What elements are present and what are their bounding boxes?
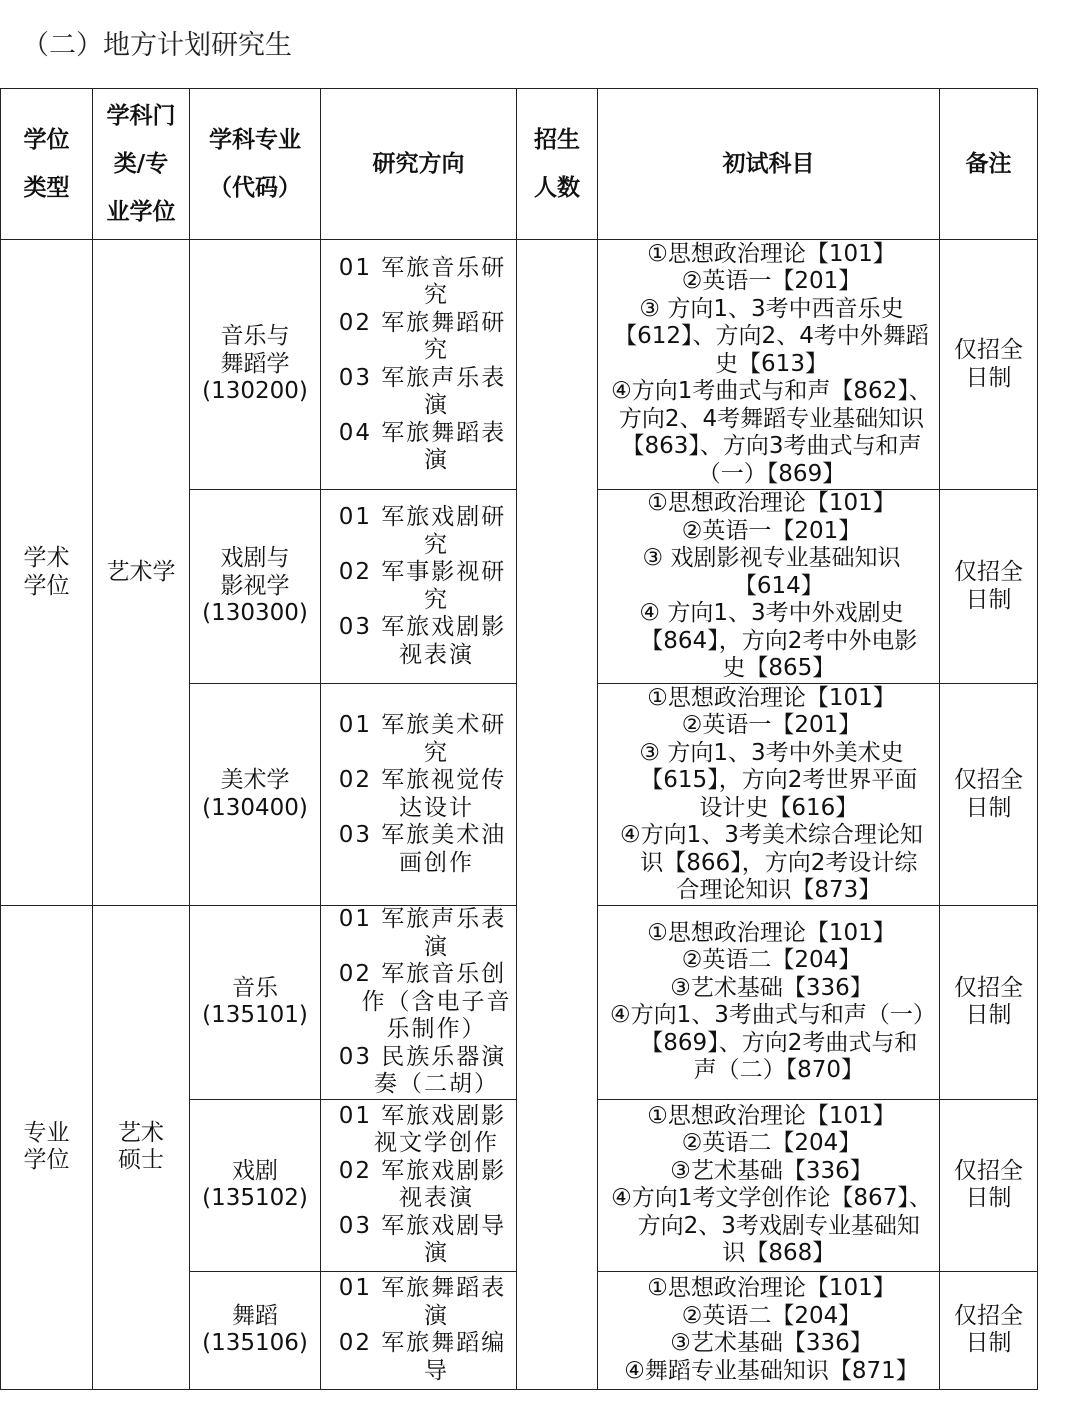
enrollment-plan-table [0, 88, 1038, 1390]
degree-type-cell: 学术 学位 [1, 240, 93, 906]
degree-type-cell: 专业 学位 [1, 906, 93, 1390]
exam-cell: ①思想政治理论【101】 ②英语一【201】 ③ 方向1、3考中西音乐史 【612】、方向2、4考中外舞蹈 史【613】 ④方向1考曲式与和声【862】、 方向2、4考舞蹈专业基础知识 【863】、方向3考曲式与和声 （一）【869】 [598, 240, 940, 490]
exam-cell: ①思想政治理论【101】 ②英语一【201】 ③ 方向1、3考中外美术史 【615】，方向2考世界平面 设计史【616】 ④方向1、3考美术综合理论知 识【866】，方向2考设计综 合理论知识【873】 [598, 684, 940, 906]
header-major: 学科专业 （代码） [190, 89, 321, 240]
page-title: （二）地方计划研究生 [22, 30, 292, 61]
exam-cell: ①思想政治理论【101】 ②英语二【204】 ③艺术基础【336】 ④方向1考文学创作论【867】、 方向2、3考戏剧专业基础知 识【868】 [598, 1099, 940, 1271]
table-row [1, 240, 1038, 490]
note-cell: 仅招全 日制 [940, 490, 1038, 684]
header-exam: 初试科目 [598, 89, 940, 240]
category-cell: 艺术学 [93, 240, 190, 906]
major-cell: 戏剧 (135102) [190, 1099, 321, 1271]
quota-cell [517, 240, 598, 1390]
direction-cell: 01 军旅戏剧研 究 02 军事影视研 究 03 军旅戏剧影 视表演 [321, 490, 517, 684]
exam-cell: ①思想政治理论【101】 ②英语二【204】 ③艺术基础【336】 ④舞蹈专业基础知识【871】 [598, 1271, 940, 1389]
major-cell: 音乐与 舞蹈学 (130200) [190, 240, 321, 490]
note-cell: 仅招全 日制 [940, 1271, 1038, 1389]
header-row [1, 89, 1038, 240]
note-cell: 仅招全 日制 [940, 240, 1038, 490]
direction-cell: 01 军旅音乐研 究 02 军旅舞蹈研 究 03 军旅声乐表 演 04 军旅舞蹈表 演 [321, 240, 517, 490]
major-cell: 音乐 (135101) [190, 906, 321, 1100]
note-cell: 仅招全 日制 [940, 906, 1038, 1100]
header-direction: 研究方向 [321, 89, 517, 240]
category-cell: 艺术 硕士 [93, 906, 190, 1390]
direction-cell: 01 军旅声乐表 演 02 军旅音乐创 作（含电子音 乐制作） 03 民族乐器演 奏（二胡） [321, 906, 517, 1100]
header-quota: 招生 人数 [517, 89, 598, 240]
header-category: 学科门 类/专 业学位 [93, 89, 190, 240]
direction-cell: 01 军旅美术研 究 02 军旅视觉传 达设计 03 军旅美术油 画创作 [321, 684, 517, 906]
major-cell: 舞蹈 (135106) [190, 1271, 321, 1389]
major-cell: 美术学 (130400) [190, 684, 321, 906]
header-note: 备注 [940, 89, 1038, 240]
direction-cell: 01 军旅舞蹈表 演 02 军旅舞蹈编 导 [321, 1271, 517, 1389]
header-degree-type: 学位 类型 [1, 89, 93, 240]
note-cell: 仅招全 日制 [940, 1099, 1038, 1271]
exam-cell: ①思想政治理论【101】 ②英语二【204】 ③艺术基础【336】 ④方向1、3考曲式与和声（一） 【869】、方向2考曲式与和 声（二）【870】 [598, 906, 940, 1100]
direction-cell: 01 军旅戏剧影 视文学创作 02 军旅戏剧影 视表演 03 军旅戏剧导 演 [321, 1099, 517, 1271]
exam-cell: ①思想政治理论【101】 ②英语一【201】 ③ 戏剧影视专业基础知识 【614】 ④ 方向1、3考中外戏剧史 【864】，方向2考中外电影 史【865】 [598, 490, 940, 684]
major-cell: 戏剧与 影视学 (130300) [190, 490, 321, 684]
note-cell: 仅招全 日制 [940, 684, 1038, 906]
